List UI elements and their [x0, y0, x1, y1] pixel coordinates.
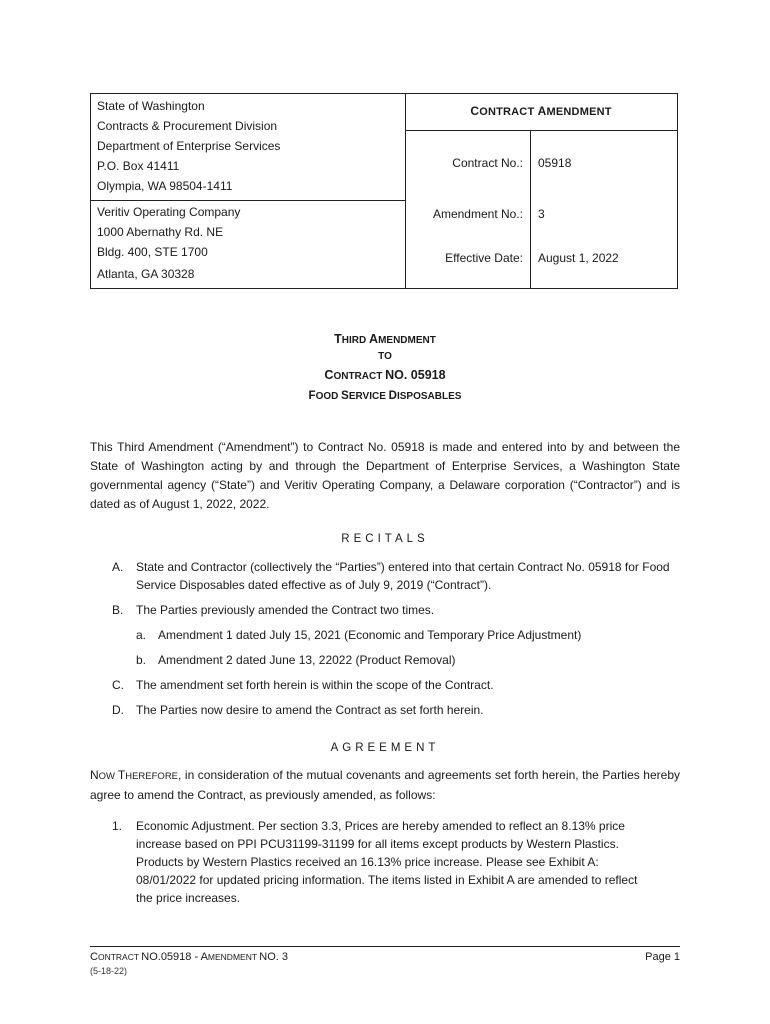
- title-text: O. 05918: [394, 368, 446, 382]
- title-text: HIRD: [341, 335, 370, 346]
- document-title-line3: [0, 368, 770, 382]
- footer-date: (5-18-22): [90, 966, 128, 976]
- document-title-line2: TO: [378, 351, 392, 362]
- address-line: Veritiv Operating Company: [97, 205, 241, 219]
- address-line: State of Washington: [97, 99, 205, 113]
- footer-divider: [90, 946, 680, 947]
- intro-paragraph: This Third Amendment (“Amendment”) to Contract No. 05918 is made and entered into by and between the State of Washington acting by and through the Department of Enterprise Services, a Washington State governmental agency (“State”) and Veritiv Operating Company, a Delaware corporation (“Contractor”) and is dated as of August 1, 2022, 2022.: [90, 440, 680, 511]
- page-number: Page 1: [645, 951, 680, 963]
- amendment-no-label: Amendment No.:: [432, 207, 523, 221]
- smallcap-letter: A: [200, 951, 208, 963]
- recital-text: The Parties now desire to amend the Contract as set forth herein.: [136, 703, 484, 717]
- title-text: OOD: [315, 391, 342, 402]
- smallcap-text: OW: [98, 771, 118, 782]
- list-marker: 1.: [112, 819, 123, 833]
- title-letter: F: [308, 390, 316, 402]
- recital-text: Amendment 2 dated June 13, 22022 (Product Removal): [158, 653, 456, 667]
- address-line: Department of Enterprise Services: [97, 139, 281, 153]
- title-letter: C: [324, 368, 334, 382]
- recital-text: State and Contractor (collectively the “Parties”) entered into that certain Contract No. 05918 for Food Service Disposables dated effective as of July 9, 2019 (“Contract”).: [136, 560, 670, 592]
- title-initial: A: [537, 104, 547, 118]
- address-line: Atlanta, GA 30328: [97, 267, 195, 281]
- recitals-heading: RECITALS: [341, 533, 429, 545]
- contract-header-table: [90, 93, 678, 289]
- address-line: 1000 Abernathy Rd. NE: [97, 225, 224, 239]
- smallcap-letter: N: [90, 768, 99, 782]
- effective-date-value: August 1, 2022: [538, 251, 619, 265]
- address-line: Contracts & Procurement Division: [97, 119, 278, 133]
- effective-date-label: Effective Date:: [445, 251, 523, 265]
- list-marker: C.: [112, 678, 124, 692]
- address-line: Bldg. 400, STE 1700: [97, 245, 208, 259]
- contract-amendment-title: [405, 104, 677, 118]
- title-rest: ONTRACT: [479, 106, 535, 118]
- smallcap-letter: C: [90, 951, 98, 963]
- list-marker: D.: [112, 703, 124, 717]
- recital-text: Amendment 1 dated July 15, 2021 (Economic and Temporary Price Adjustment): [158, 628, 582, 642]
- address-line: P.O. Box 41411: [97, 159, 180, 173]
- amendment-no-value: 3: [538, 207, 545, 221]
- smallcap-text: HEREFORE: [125, 771, 179, 782]
- smallcap-letter: N: [141, 951, 150, 963]
- agreement-intro-text: , in consideration of the mutual covenants and agreements set forth herein, the Parties hereby agree to amend the Contract, as previously amended, as follows:: [90, 768, 680, 802]
- smallcap-letter: T: [117, 768, 126, 782]
- address-line: Olympia, WA 98504-1411: [97, 179, 233, 193]
- title-text: ISPOSABLES: [396, 391, 462, 402]
- title-letter: A: [369, 332, 379, 346]
- title-rest: MENDMENT: [546, 106, 612, 118]
- table-divider: [530, 130, 531, 288]
- contract-no-value: 05918: [538, 156, 572, 170]
- agreement-heading: AGREEMENT: [330, 742, 440, 754]
- contract-no-label: Contract No.:: [452, 156, 523, 170]
- recital-text: The Parties previously amended the Contract two times.: [136, 603, 435, 617]
- title-text: ONTRACT: [333, 371, 386, 382]
- title-text: ERVICE: [348, 391, 389, 402]
- document-title-line4: [0, 388, 770, 402]
- list-marker: A.: [112, 560, 124, 574]
- title-letter: S: [341, 390, 349, 402]
- list-marker: B.: [112, 603, 124, 617]
- footer-contract-ref: [90, 951, 288, 963]
- list-marker: b.: [136, 653, 147, 667]
- contractor-address-block: [97, 202, 240, 284]
- smallcap-letter: N: [259, 951, 268, 963]
- table-divider: [91, 200, 405, 201]
- recital-text: The amendment set forth herein is within the scope of the Contract.: [136, 678, 494, 692]
- agreement-intro: [90, 766, 680, 805]
- title-text: MENDMENT: [378, 335, 436, 346]
- list-marker: a.: [136, 628, 147, 642]
- title-letter: T: [334, 332, 342, 346]
- state-address-block: [97, 96, 280, 196]
- smallcap-text: MENDMENT: [207, 952, 260, 962]
- table-divider: [405, 130, 677, 131]
- title-initial: C: [470, 104, 480, 118]
- smallcap-text: O. 3: [267, 951, 288, 963]
- title-letter: N: [385, 368, 395, 382]
- smallcap-text: ONTRACT: [97, 952, 142, 962]
- agreement-text: Economic Adjustment. Per section 3.3, Prices are hereby amended to reflect an 8.13% price increase based on PPI PCU31199-31199 for all items except products by Western Plastics. Products by Western Plastics received an 16.13% price increase. Please see Exhibit A: 08/01/2022 for updated pricing information. The items listed in Exhibit A are amended to reflect the price increases.: [136, 819, 638, 905]
- title-letter: D: [388, 390, 397, 402]
- smallcap-text: O.05918 -: [149, 951, 201, 963]
- document-title-line1: [0, 332, 770, 346]
